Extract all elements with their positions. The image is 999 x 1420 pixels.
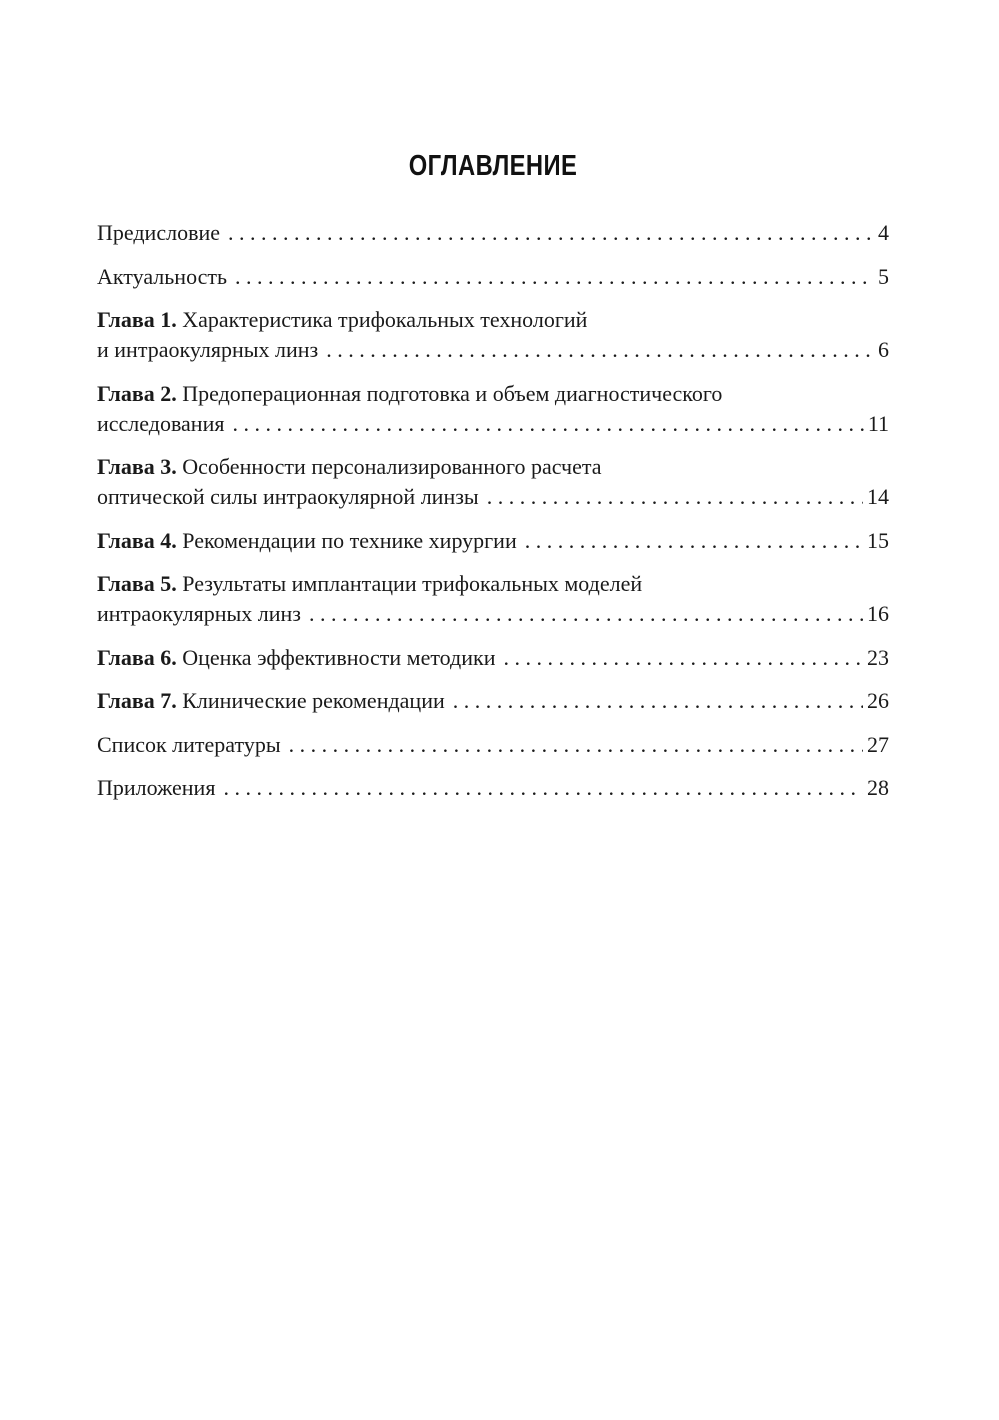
dot-leader bbox=[503, 643, 863, 673]
toc-entry-title-text: Оценка эффективности методики bbox=[182, 644, 496, 670]
chapter-label: Глава 3. bbox=[97, 454, 177, 479]
toc-entry-chapter-1[interactable] bbox=[97, 305, 889, 365]
toc-entry-references[interactable] bbox=[97, 730, 889, 760]
toc-entry-title-text: Клинические рекомендации bbox=[182, 688, 445, 713]
toc-entry-title: Характеристика трифокальных технологий bbox=[182, 307, 588, 332]
toc-entry-title: Приложения bbox=[97, 775, 216, 800]
toc-entry-line bbox=[97, 526, 889, 556]
toc-entry-title bbox=[97, 686, 445, 716]
toc-page-number: 27 bbox=[867, 731, 889, 757]
toc-entry-title-continued: и интраокулярных линз bbox=[97, 337, 319, 362]
page-title: ОГЛАВЛЕНИЕ bbox=[408, 150, 578, 182]
dot-leader bbox=[228, 218, 874, 248]
dot-leader bbox=[235, 262, 874, 292]
toc-entry-title-text: Рекомендации по технике хирургии bbox=[182, 527, 517, 553]
toc-entry-line bbox=[97, 452, 889, 482]
dot-leader bbox=[309, 599, 863, 629]
dot-leader bbox=[223, 773, 863, 803]
toc-entry-title: Список литературы bbox=[97, 731, 281, 757]
toc-entry-line bbox=[97, 730, 889, 760]
toc-entry-line bbox=[97, 599, 889, 629]
dot-leader bbox=[453, 686, 863, 716]
toc-page-number: 14 bbox=[867, 484, 889, 509]
toc-entry-title bbox=[97, 643, 495, 673]
chapter-label: Глава 1. bbox=[97, 307, 177, 332]
toc-entry-relevance[interactable] bbox=[97, 262, 889, 292]
toc-entry-line bbox=[97, 409, 889, 439]
toc-entry-title: Предисловие bbox=[97, 220, 220, 245]
toc-page-number: 15 bbox=[867, 527, 889, 553]
toc-entry-chapter-2[interactable] bbox=[97, 379, 889, 439]
dot-leader bbox=[289, 730, 863, 760]
toc-entry-line bbox=[97, 482, 889, 512]
toc-entry-title: Особенности персонализированного расчета bbox=[182, 454, 602, 479]
toc-entry-chapter-5[interactable] bbox=[97, 569, 889, 629]
toc-entry-appendices[interactable] bbox=[97, 773, 889, 803]
chapter-label: Глава 2. bbox=[97, 380, 177, 406]
toc-entry-line bbox=[97, 773, 889, 803]
toc-entry-chapter-3[interactable] bbox=[97, 452, 889, 512]
toc-entry-title: Результаты имплантации трифокальных моделей bbox=[182, 571, 643, 596]
chapter-label: Глава 6. bbox=[97, 644, 177, 670]
toc-entry-line bbox=[97, 262, 889, 292]
toc-page-number: 5 bbox=[878, 263, 889, 289]
toc-entry-title: Предоперационная подготовка и объем диагностического bbox=[182, 380, 723, 406]
toc-page-number: 23 bbox=[867, 644, 889, 670]
dot-leader bbox=[326, 335, 874, 365]
toc-entry-line bbox=[97, 569, 889, 599]
toc-entry-line bbox=[97, 643, 889, 673]
dot-leader bbox=[232, 409, 863, 439]
toc-entry-preface[interactable] bbox=[97, 218, 889, 248]
toc-entry-title-continued: оптической силы интраокулярной линзы bbox=[97, 484, 479, 509]
toc-page-number: 4 bbox=[878, 220, 889, 245]
toc-entry-title-continued: исследования bbox=[97, 410, 225, 436]
toc-entry-title-continued: интраокулярных линз bbox=[97, 601, 301, 626]
chapter-label: Глава 4. bbox=[97, 527, 177, 553]
toc-page-number: 11 bbox=[867, 410, 889, 436]
toc-entry-chapter-6[interactable] bbox=[97, 643, 889, 673]
toc-entry-chapter-4[interactable] bbox=[97, 526, 889, 556]
table-of-contents bbox=[97, 218, 889, 817]
toc-page-number: 26 bbox=[867, 688, 889, 713]
toc-entry-line bbox=[97, 305, 889, 335]
chapter-label: Глава 5. bbox=[97, 571, 177, 596]
toc-entry-line bbox=[97, 379, 889, 409]
toc-page-number: 28 bbox=[867, 775, 889, 800]
toc-entry-title bbox=[97, 526, 517, 556]
dot-leader bbox=[525, 526, 863, 556]
toc-page-number: 16 bbox=[867, 601, 889, 626]
toc-entry-line bbox=[97, 686, 889, 716]
dot-leader bbox=[487, 482, 863, 512]
toc-entry-line bbox=[97, 335, 889, 365]
chapter-label: Глава 7. bbox=[97, 688, 177, 713]
toc-entry-line bbox=[97, 218, 889, 248]
toc-entry-chapter-7[interactable] bbox=[97, 686, 889, 716]
toc-page-number: 6 bbox=[878, 337, 889, 362]
toc-entry-title: Актуальность bbox=[97, 263, 228, 289]
